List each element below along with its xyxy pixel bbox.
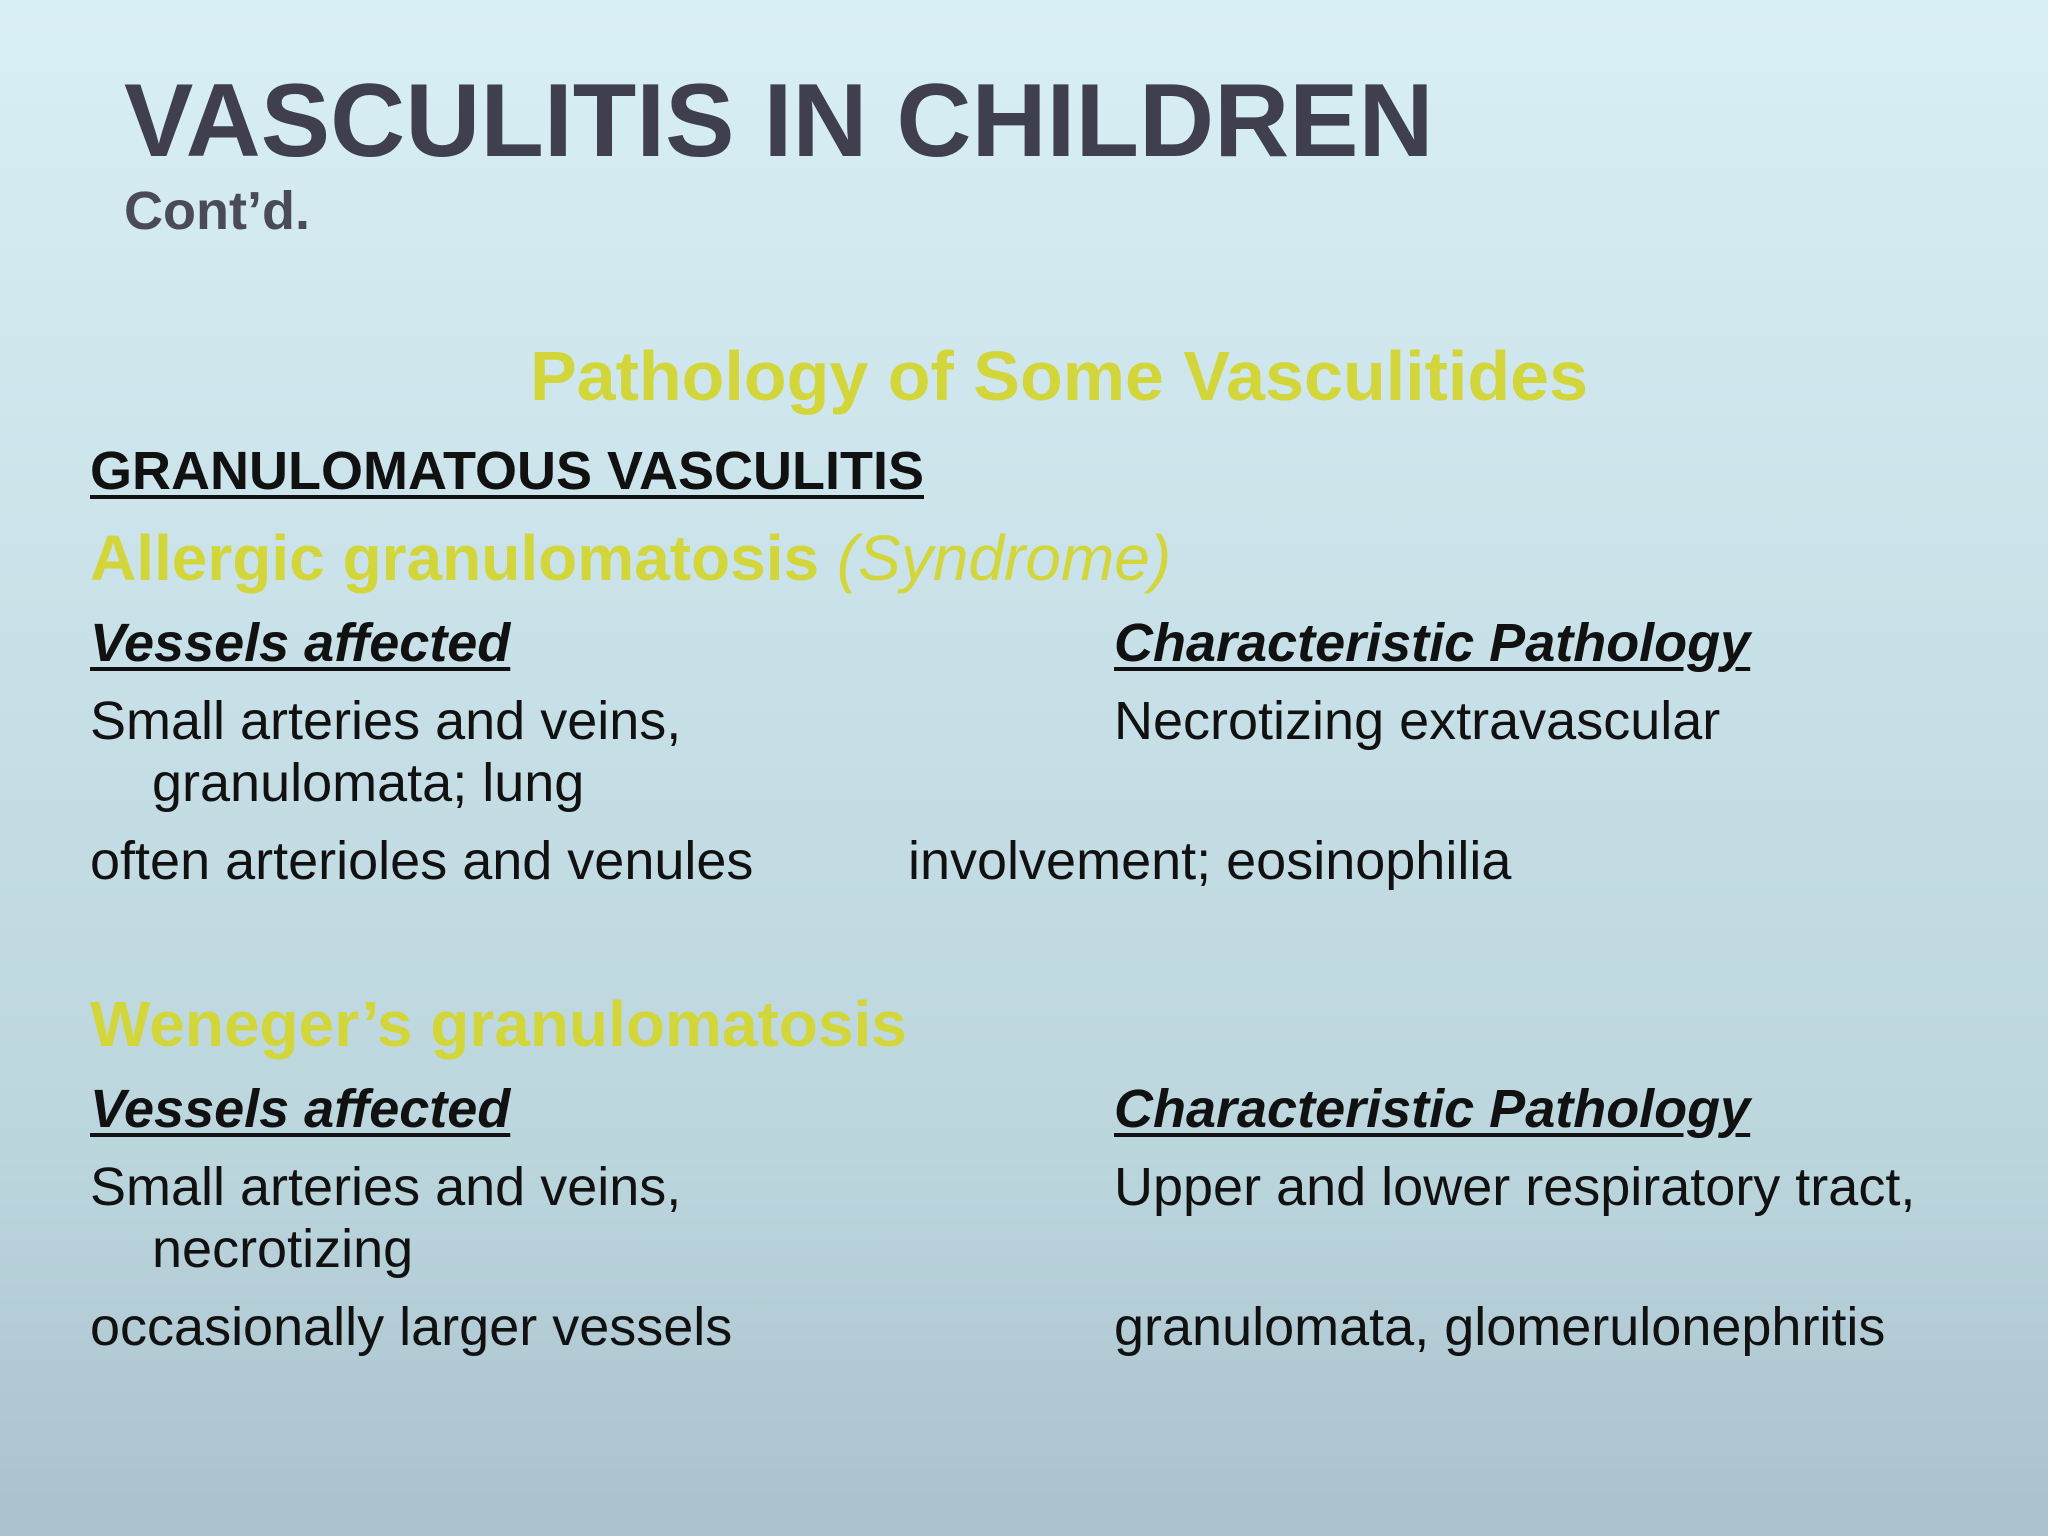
vessels-text-line: necrotizing bbox=[152, 1219, 414, 1279]
vessels-text-line: often arterioles and venules bbox=[90, 831, 754, 891]
disease-name-text: Allergic granulomatosis bbox=[90, 522, 820, 594]
vessels-text-line: Small arteries and veins, bbox=[90, 1157, 682, 1217]
vessels-text-line: Small arteries and veins, bbox=[90, 691, 682, 751]
vessels-text-line: occasionally larger vessels bbox=[90, 1297, 733, 1357]
characteristic-pathology-heading: Characteristic Pathology bbox=[1114, 1079, 1751, 1139]
characteristic-pathology-heading: Characteristic Pathology bbox=[1114, 613, 1751, 673]
category-heading: GRANULOMATOUS VASCULITIS bbox=[90, 441, 924, 501]
slide-subtitle: Cont’d. bbox=[124, 181, 310, 241]
vessels-affected-heading: Vessels affected bbox=[90, 1079, 511, 1139]
pathology-text-line: granulomata, glomerulonephritis bbox=[1114, 1297, 1886, 1357]
pathology-text-line: involvement; eosinophilia bbox=[908, 831, 1512, 891]
vessels-affected-heading: Vessels affected bbox=[90, 613, 511, 673]
pathology-text-line: Necrotizing extravascular bbox=[1114, 691, 1721, 751]
disease-note: (Syndrome) bbox=[836, 522, 1172, 594]
section-heading: Pathology of Some Vasculitides bbox=[529, 337, 1589, 415]
slide-title: VASCULITIS IN CHILDREN bbox=[124, 63, 1434, 179]
disease-name-allergic bbox=[90, 522, 1171, 596]
disease-name-wegener: Weneger’s granulomatosis bbox=[90, 988, 907, 1060]
vessels-text-line: granulomata; lung bbox=[152, 753, 585, 813]
pathology-text-line: Upper and lower respiratory tract, bbox=[1114, 1157, 1916, 1217]
